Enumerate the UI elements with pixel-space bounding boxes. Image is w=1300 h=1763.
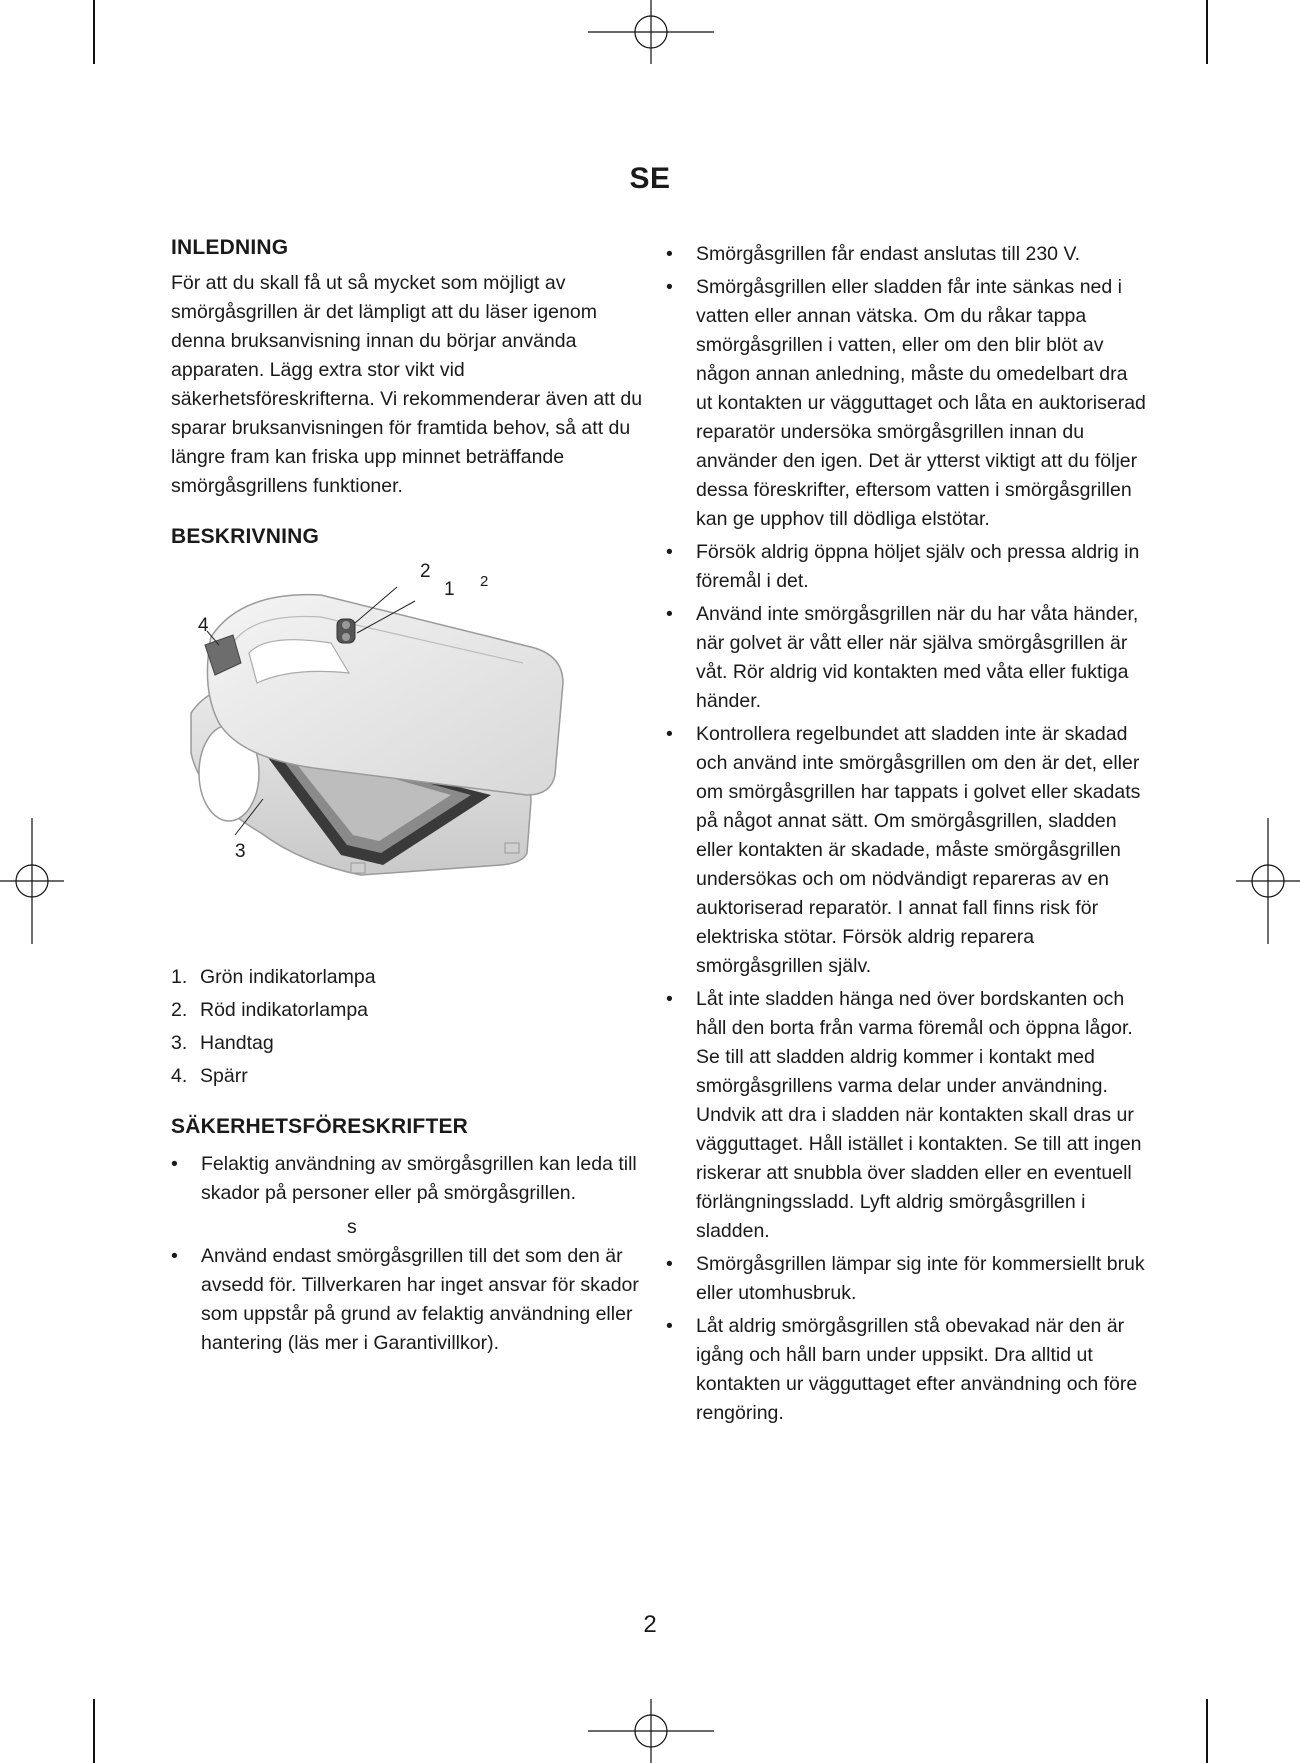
- bullet-glyph: •: [666, 243, 673, 265]
- safety-list-left: [171, 1150, 651, 1208]
- list-item: 2. Röd indikatorlampa: [171, 999, 369, 1021]
- list-item: • Smörgåsgrillen lämpar sig inte för kommersiellt bruk eller utomhusbruk.: [666, 1250, 1146, 1308]
- list-item: • Använd endast smörgåsgrillen till det som den är avsedd för. Tillverkaren har inget ansvar för skador som uppstår på grund av felaktig användning eller hantering (läs mer i Garantivillkor).: [171, 1242, 651, 1358]
- crop-mark-top-right: [1206, 0, 1208, 64]
- description-heading: BESKRIVNING: [171, 525, 320, 548]
- callout-2-small: 2: [480, 573, 489, 590]
- bullet-glyph: •: [666, 1253, 673, 1275]
- list-item: • Försök aldrig öppna höljet själv och pressa aldrig in föremål i det.: [666, 538, 1146, 596]
- callout-4: 4: [198, 615, 209, 636]
- safety-list-left-continued: [171, 1242, 651, 1358]
- registration-mark-top: [588, 0, 714, 64]
- bullet-glyph: •: [666, 276, 673, 298]
- list-item: 1. Grön indikatorlampa: [171, 966, 376, 988]
- bullet-glyph: •: [666, 1315, 673, 1337]
- callout-2: 2: [420, 561, 431, 582]
- list-item: • Smörgåsgrillen får endast anslutas till 230 V.: [666, 240, 1146, 269]
- list-item: • Felaktig användning av smörgåsgrillen kan leda till skador på personer eller på smörgåsgrillen.: [171, 1150, 651, 1208]
- page-number: 2: [643, 1611, 657, 1638]
- left-column: [171, 236, 651, 1363]
- bullet-glyph: •: [666, 988, 673, 1010]
- list-item: 3. Handtag: [171, 1032, 274, 1054]
- list-item: • Smörgåsgrillen eller sladden får inte sänkas ned i vatten eller annan vätska. Om du råkar tappa smörgåsgrillen i vatten, eller om den blir blöt av någon annan anledning, måste du omedelbart dra ut kontakten ur vägguttaget och låta en auktoriserad reparatör undersöka smörgåsgrillen innan du använder den igen. Det är ytterst viktigt att du följer dessa föreskrifter, eftersom vatten i smörgåsgrillen kan ge upphov till dödliga elstötar.: [666, 273, 1146, 534]
- crop-mark-bottom-right: [1206, 1699, 1208, 1763]
- parts-list: [171, 961, 651, 1093]
- list-item: • Kontrollera regelbundet att sladden inte är skadad och använd inte smörgåsgrillen om den är det, eller om smörgåsgrillen har tappats i golvet eller skadats på något annat sätt. Om smörgåsgrillen, sladden eller kontakten är skadade, måste smörgåsgrillen undersökas och om nödvändigt repareras av en auktoriserad reparatör. I annat fall finns risk för elektriska stötar. Försök aldrig reparera smörgåsgrillen själv.: [666, 720, 1146, 981]
- sandwich-grill-illustration: [171, 563, 611, 923]
- intro-heading: INLEDNING: [171, 236, 289, 259]
- list-item: 4. Spärr: [171, 1065, 248, 1087]
- bullet-glyph: •: [666, 541, 673, 563]
- safety-heading: SÄKERHETSFÖRESKRIFTER: [171, 1115, 469, 1138]
- callout-3: 3: [235, 841, 246, 862]
- bullet-glyph: •: [666, 723, 673, 745]
- callout-1: 1: [444, 579, 455, 600]
- bullet-glyph: •: [171, 1245, 178, 1267]
- language-code-heading: SE: [629, 162, 671, 195]
- registration-mark-right: [1236, 818, 1300, 944]
- safety-list-right: [666, 240, 1146, 1428]
- list-item: • Låt aldrig smörgåsgrillen stå obevakad när den är igång och håll barn under uppsikt. Dra alltid ut kontakten ur vägguttaget efter användning och före rengöring.: [666, 1312, 1146, 1428]
- list-item: • Använd inte smörgåsgrillen när du har våta händer, när golvet är vått eller när själva smörgåsgrillen är våt. Rör aldrig vid kontakten med våta eller fuktiga händer.: [666, 600, 1146, 716]
- crop-mark-top-left: [93, 0, 95, 64]
- crop-mark-bottom-left: [93, 1699, 95, 1763]
- stray-character: s: [347, 1216, 357, 1238]
- right-column: [666, 240, 1146, 1432]
- bullet-glyph: •: [171, 1153, 178, 1175]
- registration-mark-bottom: [588, 1699, 714, 1763]
- bullet-glyph: •: [666, 603, 673, 625]
- intro-paragraph: För att du skall få ut så mycket som möjligt av smörgåsgrillen är det lämpligt att du läser igenom denna bruksanvisning innan du börjar använda apparaten. Lägg extra stor vikt vid säkerhetsföreskrifterna. Vi rekommenderar även att du sparar bruksanvisningen för framtida behov, så att du längre fram kan friska upp minnet beträffande smörgåsgrillens funktioner.: [171, 272, 643, 497]
- registration-mark-left: [0, 818, 64, 944]
- list-item: • Låt inte sladden hänga ned över bordskanten och håll den borta från varma föremål och öppna lågor. Se till att sladden aldrig kommer i kontakt med smörgåsgrillens varma delar under användning. Undvik att dra i sladden när kontakten skall dras ur vägguttaget. Håll istället i kontakten. Se till att ingen riskerar att snubbla över sladden eller en eventuell förlängningssladd. Lyft aldrig smörgåsgrillen i sladden.: [666, 985, 1146, 1246]
- sandwich-grill-drawing: [171, 563, 611, 923]
